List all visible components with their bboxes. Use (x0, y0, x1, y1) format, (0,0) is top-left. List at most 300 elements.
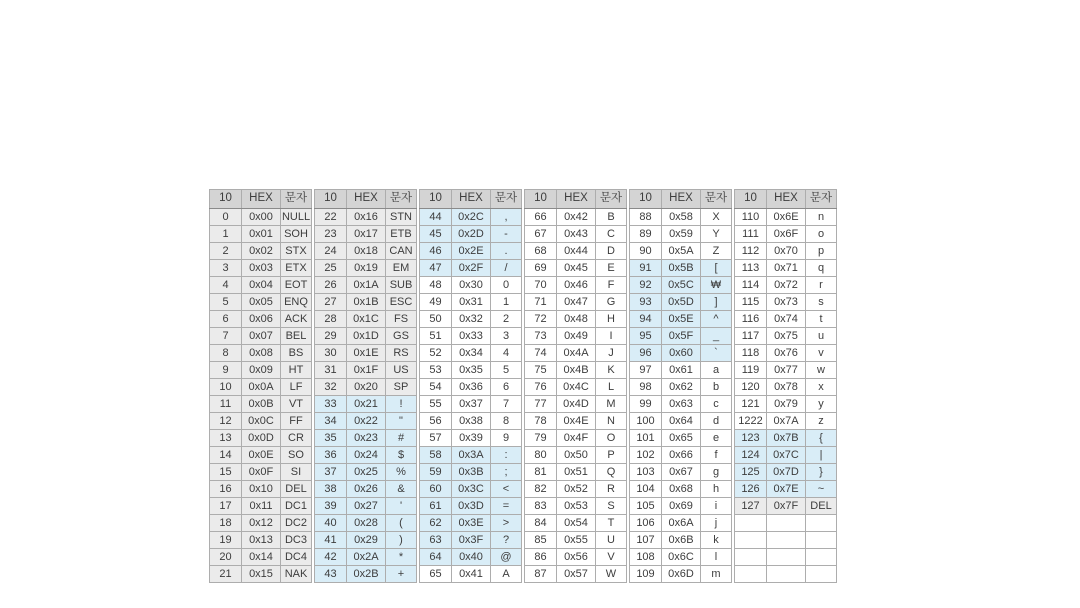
char-cell: z (806, 413, 837, 430)
dec-cell: 89 (630, 226, 662, 243)
char-cell: VT (281, 396, 312, 413)
dec-cell: 16 (210, 481, 242, 498)
char-cell: ^ (701, 311, 732, 328)
char-cell: 1 (491, 294, 522, 311)
hex-cell: 0x45 (557, 260, 596, 277)
table-row (315, 464, 417, 481)
char-cell: K (596, 362, 627, 379)
table-row (630, 328, 732, 345)
hex-cell: 0x1A (347, 277, 386, 294)
dec-cell: 108 (630, 549, 662, 566)
char-cell: 8 (491, 413, 522, 430)
table-row (525, 549, 627, 566)
hex-cell: 0x10 (242, 481, 281, 498)
hex-cell: 0x58 (662, 209, 701, 226)
table-row (420, 430, 522, 447)
dec-cell: 62 (420, 515, 452, 532)
hex-cell: 0x46 (557, 277, 596, 294)
dec-cell: 107 (630, 532, 662, 549)
table-row (315, 226, 417, 243)
dec-cell (735, 515, 767, 532)
table-row (210, 260, 312, 277)
table-row (315, 566, 417, 583)
dec-cell: 2 (210, 243, 242, 260)
table-row (630, 209, 732, 226)
char-cell: ( (386, 515, 417, 532)
dec-cell: 115 (735, 294, 767, 311)
hex-cell: 0x16 (347, 209, 386, 226)
hex-cell: 0x20 (347, 379, 386, 396)
char-cell: SO (281, 447, 312, 464)
char-cell: FS (386, 311, 417, 328)
char-cell: I (596, 328, 627, 345)
table-row (315, 413, 417, 430)
char-cell: RS (386, 345, 417, 362)
char-cell: Z (701, 243, 732, 260)
col-header-char: 문자 (806, 190, 837, 209)
hex-cell: 0x37 (452, 396, 491, 413)
table-row (735, 549, 837, 566)
hex-cell: 0x6D (662, 566, 701, 583)
table-row (210, 311, 312, 328)
hex-cell: 0x13 (242, 532, 281, 549)
dec-cell: 1222 (735, 413, 767, 430)
table-row (525, 294, 627, 311)
table-row (315, 447, 417, 464)
dec-cell: 114 (735, 277, 767, 294)
dec-cell: 104 (630, 481, 662, 498)
char-cell: 4 (491, 345, 522, 362)
hex-cell: 0x2A (347, 549, 386, 566)
char-cell: . (491, 243, 522, 260)
table-row (315, 498, 417, 515)
char-cell (806, 549, 837, 566)
table-row (420, 311, 522, 328)
hex-cell: 0x62 (662, 379, 701, 396)
table-row (630, 277, 732, 294)
hex-cell: 0x2D (452, 226, 491, 243)
char-cell: E (596, 260, 627, 277)
table-row (210, 328, 312, 345)
char-cell: STN (386, 209, 417, 226)
char-cell: u (806, 328, 837, 345)
char-cell: G (596, 294, 627, 311)
dec-cell: 44 (420, 209, 452, 226)
char-cell: > (491, 515, 522, 532)
table-row (420, 566, 522, 583)
hex-cell: 0x2C (452, 209, 491, 226)
char-cell: J (596, 345, 627, 362)
table-row (420, 447, 522, 464)
table-row (630, 311, 732, 328)
table-row (210, 226, 312, 243)
table-row (315, 379, 417, 396)
dec-cell: 18 (210, 515, 242, 532)
char-cell: FF (281, 413, 312, 430)
dec-cell: 56 (420, 413, 452, 430)
dec-cell: 88 (630, 209, 662, 226)
hex-cell: 0x2E (452, 243, 491, 260)
table-row (315, 294, 417, 311)
dec-cell: 65 (420, 566, 452, 583)
char-cell: S (596, 498, 627, 515)
table-row (735, 260, 837, 277)
dec-cell: 121 (735, 396, 767, 413)
char-cell (806, 566, 837, 583)
hex-cell: 0x68 (662, 481, 701, 498)
table-row (525, 226, 627, 243)
table-row (210, 396, 312, 413)
hex-cell: 0x0D (242, 430, 281, 447)
table-row (525, 260, 627, 277)
hex-cell: 0x07 (242, 328, 281, 345)
table-row (630, 243, 732, 260)
char-cell: p (806, 243, 837, 260)
char-cell: ~ (806, 481, 837, 498)
char-cell: } (806, 464, 837, 481)
table-row (630, 515, 732, 532)
char-cell: DC4 (281, 549, 312, 566)
hex-cell: 0x17 (347, 226, 386, 243)
table-row (210, 413, 312, 430)
dec-cell: 14 (210, 447, 242, 464)
header-row (420, 190, 522, 209)
table-row (210, 549, 312, 566)
char-cell: < (491, 481, 522, 498)
char-cell: SI (281, 464, 312, 481)
dec-cell: 3 (210, 260, 242, 277)
char-cell: d (701, 413, 732, 430)
table-row (630, 345, 732, 362)
dec-cell: 0 (210, 209, 242, 226)
hex-cell (767, 566, 806, 583)
dec-cell (735, 549, 767, 566)
table-row (630, 362, 732, 379)
table-row (735, 430, 837, 447)
dec-cell: 25 (315, 260, 347, 277)
table-row (630, 396, 732, 413)
hex-cell: 0x41 (452, 566, 491, 583)
table-row (525, 345, 627, 362)
table-row (210, 379, 312, 396)
hex-cell: 0x3C (452, 481, 491, 498)
char-cell: = (491, 498, 522, 515)
hex-cell: 0x5F (662, 328, 701, 345)
char-cell: DC2 (281, 515, 312, 532)
hex-cell: 0x05 (242, 294, 281, 311)
table-row (210, 294, 312, 311)
hex-cell: 0x35 (452, 362, 491, 379)
hex-cell: 0x63 (662, 396, 701, 413)
char-cell: Y (701, 226, 732, 243)
dec-cell: 60 (420, 481, 452, 498)
table-row (420, 243, 522, 260)
dec-cell: 113 (735, 260, 767, 277)
char-cell: V (596, 549, 627, 566)
header-row (630, 190, 732, 209)
table-row (525, 481, 627, 498)
dec-cell: 85 (525, 532, 557, 549)
hex-cell: 0x4A (557, 345, 596, 362)
dec-cell: 43 (315, 566, 347, 583)
dec-cell: 101 (630, 430, 662, 447)
hex-cell (767, 549, 806, 566)
char-cell: h (701, 481, 732, 498)
dec-cell: 96 (630, 345, 662, 362)
ascii-group-table-1 (209, 189, 312, 583)
char-cell: { (806, 430, 837, 447)
hex-cell: 0x25 (347, 464, 386, 481)
dec-cell: 13 (210, 430, 242, 447)
char-cell: i (701, 498, 732, 515)
table-row (420, 515, 522, 532)
char-cell: 5 (491, 362, 522, 379)
char-cell: X (701, 209, 732, 226)
char-cell: g (701, 464, 732, 481)
hex-cell: 0x67 (662, 464, 701, 481)
char-cell: HT (281, 362, 312, 379)
table-row (210, 447, 312, 464)
table-row (315, 209, 417, 226)
char-cell: m (701, 566, 732, 583)
dec-cell: 93 (630, 294, 662, 311)
char-cell: 7 (491, 396, 522, 413)
dec-cell: 124 (735, 447, 767, 464)
hex-cell: 0x00 (242, 209, 281, 226)
hex-cell: 0x7E (767, 481, 806, 498)
col-header-dec: 10 (525, 190, 557, 209)
dec-cell: 15 (210, 464, 242, 481)
char-cell: % (386, 464, 417, 481)
hex-cell: 0x15 (242, 566, 281, 583)
dec-cell: 106 (630, 515, 662, 532)
char-cell: NULL (281, 209, 312, 226)
hex-cell: 0x59 (662, 226, 701, 243)
hex-cell: 0x0A (242, 379, 281, 396)
table-row (315, 345, 417, 362)
hex-cell: 0x5C (662, 277, 701, 294)
hex-cell: 0x22 (347, 413, 386, 430)
char-cell: : (491, 447, 522, 464)
char-cell: F (596, 277, 627, 294)
dec-cell: 95 (630, 328, 662, 345)
table-row (630, 226, 732, 243)
table-row (525, 566, 627, 583)
hex-cell: 0x3D (452, 498, 491, 515)
char-cell: o (806, 226, 837, 243)
dec-cell: 51 (420, 328, 452, 345)
char-cell: ` (701, 345, 732, 362)
table-row (735, 277, 837, 294)
hex-cell: 0x14 (242, 549, 281, 566)
col-header-dec: 10 (420, 190, 452, 209)
hex-cell: 0x02 (242, 243, 281, 260)
hex-cell: 0x1B (347, 294, 386, 311)
table-row (420, 362, 522, 379)
char-cell: ; (491, 464, 522, 481)
hex-cell: 0x44 (557, 243, 596, 260)
table-row (735, 515, 837, 532)
table-row (735, 532, 837, 549)
dec-cell: 116 (735, 311, 767, 328)
table-row (525, 464, 627, 481)
char-cell: D (596, 243, 627, 260)
dec-cell: 76 (525, 379, 557, 396)
hex-cell: 0x48 (557, 311, 596, 328)
char-cell: $ (386, 447, 417, 464)
hex-cell: 0x26 (347, 481, 386, 498)
dec-cell: 19 (210, 532, 242, 549)
hex-cell: 0x7B (767, 430, 806, 447)
dec-cell: 36 (315, 447, 347, 464)
table-row (525, 379, 627, 396)
table-row (735, 226, 837, 243)
hex-cell: 0x54 (557, 515, 596, 532)
hex-cell: 0x08 (242, 345, 281, 362)
table-row (525, 515, 627, 532)
table-row (630, 481, 732, 498)
dec-cell: 59 (420, 464, 452, 481)
dec-cell: 117 (735, 328, 767, 345)
char-cell: ] (701, 294, 732, 311)
char-cell: ₩ (701, 277, 732, 294)
dec-cell: 4 (210, 277, 242, 294)
char-cell: M (596, 396, 627, 413)
table-row (315, 430, 417, 447)
table-row (210, 515, 312, 532)
dec-cell: 10 (210, 379, 242, 396)
hex-cell: 0x71 (767, 260, 806, 277)
char-cell: 9 (491, 430, 522, 447)
table-row (630, 413, 732, 430)
table-row (630, 379, 732, 396)
char-cell: DC3 (281, 532, 312, 549)
header-row (210, 190, 312, 209)
table-row (315, 515, 417, 532)
table-row (420, 294, 522, 311)
dec-cell: 82 (525, 481, 557, 498)
col-header-dec: 10 (735, 190, 767, 209)
table-row (630, 447, 732, 464)
char-cell: / (491, 260, 522, 277)
hex-cell: 0x3F (452, 532, 491, 549)
table-row (315, 328, 417, 345)
table-row (210, 277, 312, 294)
hex-cell: 0x0F (242, 464, 281, 481)
table-row (630, 464, 732, 481)
table-row (315, 481, 417, 498)
char-cell: R (596, 481, 627, 498)
table-row (210, 566, 312, 583)
dec-cell: 21 (210, 566, 242, 583)
char-cell: ETX (281, 260, 312, 277)
hex-cell: 0x72 (767, 277, 806, 294)
hex-cell: 0x51 (557, 464, 596, 481)
dec-cell: 61 (420, 498, 452, 515)
dec-cell: 79 (525, 430, 557, 447)
char-cell: j (701, 515, 732, 532)
table-row (525, 532, 627, 549)
table-row (210, 430, 312, 447)
hex-cell: 0x74 (767, 311, 806, 328)
table-row (735, 413, 837, 430)
char-cell: BEL (281, 328, 312, 345)
char-cell: BS (281, 345, 312, 362)
hex-cell: 0x03 (242, 260, 281, 277)
table-row (315, 277, 417, 294)
col-header-char: 문자 (281, 190, 312, 209)
char-cell: GS (386, 328, 417, 345)
table-row (630, 498, 732, 515)
char-cell: US (386, 362, 417, 379)
dec-cell: 86 (525, 549, 557, 566)
dec-cell: 75 (525, 362, 557, 379)
char-cell: EM (386, 260, 417, 277)
char-cell: DEL (281, 481, 312, 498)
table-row (315, 532, 417, 549)
dec-cell: 27 (315, 294, 347, 311)
dec-cell: 63 (420, 532, 452, 549)
dec-cell: 28 (315, 311, 347, 328)
table-row (525, 413, 627, 430)
hex-cell: 0x1C (347, 311, 386, 328)
hex-cell: 0x6E (767, 209, 806, 226)
col-header-hex: HEX (347, 190, 386, 209)
hex-cell: 0x27 (347, 498, 386, 515)
char-cell: ENQ (281, 294, 312, 311)
char-cell: ) (386, 532, 417, 549)
hex-cell: 0x57 (557, 566, 596, 583)
char-cell: H (596, 311, 627, 328)
dec-cell: 90 (630, 243, 662, 260)
dec-cell: 92 (630, 277, 662, 294)
hex-cell: 0x06 (242, 311, 281, 328)
hex-cell: 0x6C (662, 549, 701, 566)
table-row (735, 498, 837, 515)
table-row (210, 481, 312, 498)
col-header-char: 문자 (701, 190, 732, 209)
hex-cell: 0x7A (767, 413, 806, 430)
dec-cell: 30 (315, 345, 347, 362)
hex-cell: 0x28 (347, 515, 386, 532)
table-row (735, 209, 837, 226)
hex-cell: 0x77 (767, 362, 806, 379)
hex-cell: 0x5D (662, 294, 701, 311)
table-row (420, 464, 522, 481)
hex-cell: 0x18 (347, 243, 386, 260)
char-cell: f (701, 447, 732, 464)
table-row (315, 549, 417, 566)
dec-cell: 110 (735, 209, 767, 226)
hex-cell (767, 515, 806, 532)
dec-cell: 55 (420, 396, 452, 413)
table-row (525, 498, 627, 515)
hex-cell: 0x1F (347, 362, 386, 379)
char-cell: & (386, 481, 417, 498)
char-cell: + (386, 566, 417, 583)
hex-cell: 0x04 (242, 277, 281, 294)
dec-cell: 105 (630, 498, 662, 515)
char-cell: SOH (281, 226, 312, 243)
dec-cell: 72 (525, 311, 557, 328)
table-row (525, 243, 627, 260)
hex-cell: 0x23 (347, 430, 386, 447)
dec-cell: 57 (420, 430, 452, 447)
char-cell: N (596, 413, 627, 430)
dec-cell: 103 (630, 464, 662, 481)
dec-cell: 8 (210, 345, 242, 362)
dec-cell: 39 (315, 498, 347, 515)
